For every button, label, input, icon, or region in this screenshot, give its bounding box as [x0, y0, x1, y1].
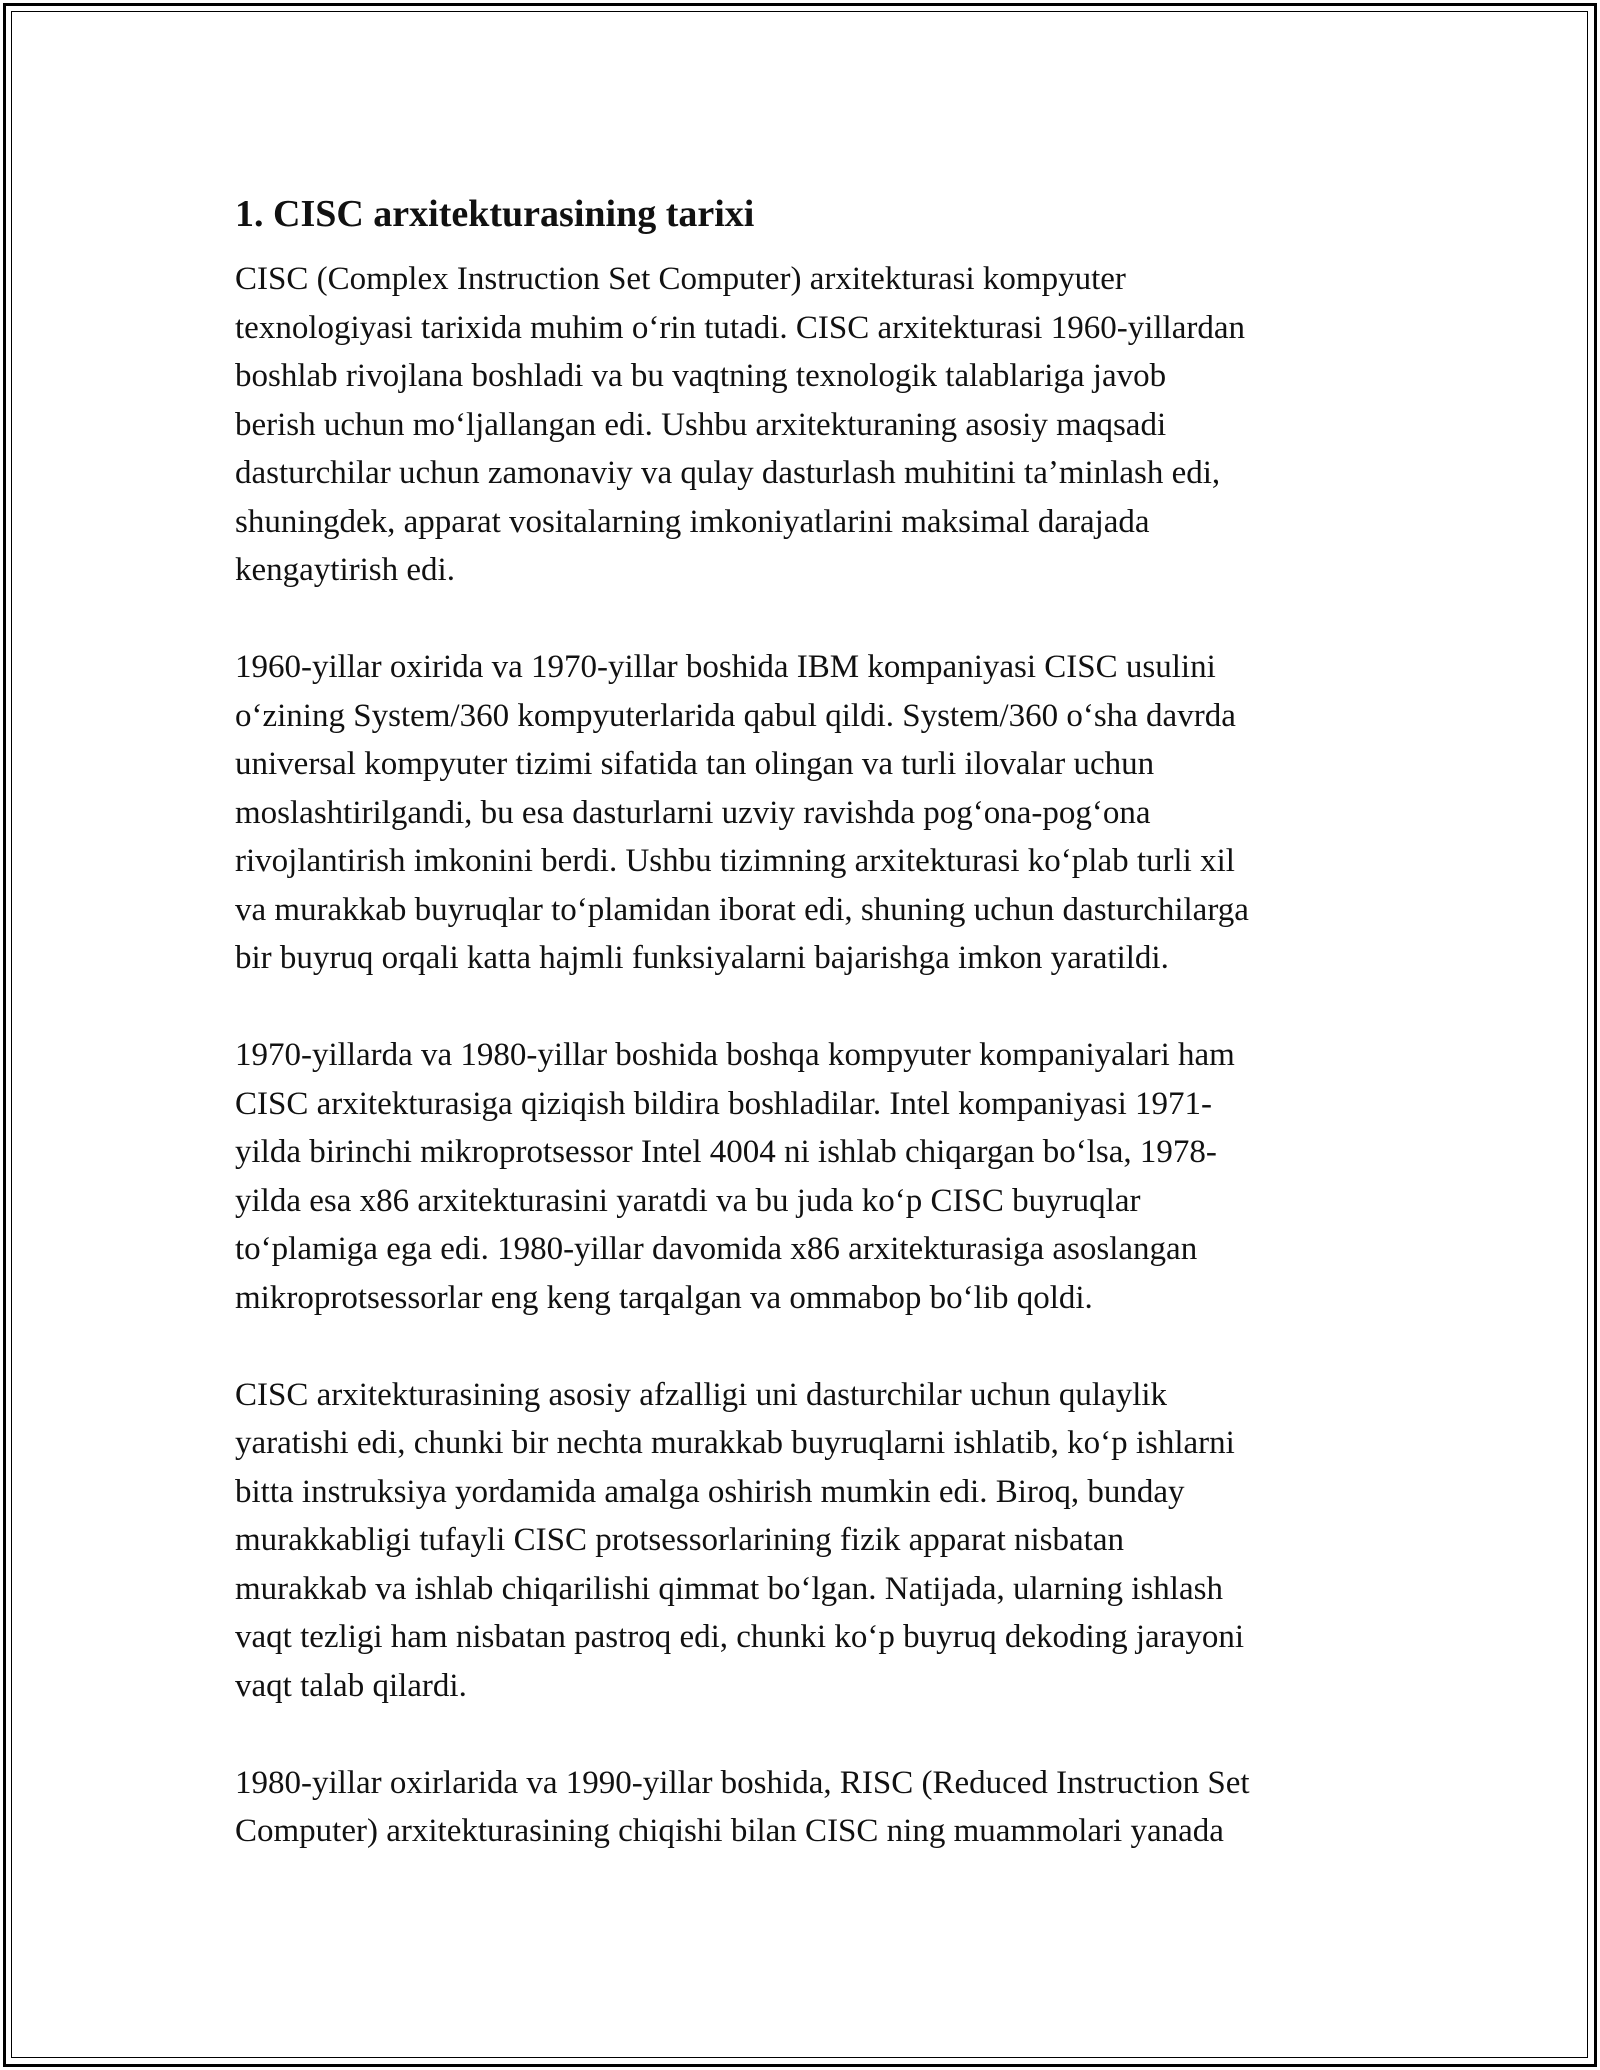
text-line: 1980-yillar oxirlarida va 1990-yillar boshida, RISC (Reduced Instruction Set	[235, 1764, 1250, 1801]
text-line: texnologiyasi tarixida muhim oʻrin tutadi. CISC arxitekturasi 1960-yillardan	[235, 309, 1245, 346]
text-line: 1960-yillar oxirida va 1970-yillar boshida IBM kompaniyasi CISC usulini	[235, 649, 1216, 685]
text-line: bitta instruksiya yordamida amalga oshirish mumkin edi. Biroq, bunday	[235, 1473, 1185, 1510]
text-line: vaqt talab qilardi.	[235, 1667, 467, 1704]
text-line: 1970-yillarda va 1980-yillar boshida boshqa kompyuter kompaniyalari ham	[235, 1037, 1235, 1073]
text-line: toʻplamiga ega edi. 1980-yillar davomida x86 arxitekturasiga asoslangan	[235, 1231, 1198, 1267]
text-line: Computer) arxitekturasining chiqishi bilan CISC ning muammolari yanada	[235, 1813, 1224, 1849]
text-line: berish uchun moʻljallangan edi. Ushbu arxitekturaning asosiy maqsadi	[235, 406, 1167, 443]
text-line: murakkab va ishlab chiqarilishi qimmat boʻlgan. Natijada, ularning ishlash	[235, 1570, 1223, 1607]
text-line: CISC arxitekturasiga qiziqish bildira boshladilar. Intel kompaniyasi 1971-	[235, 1085, 1212, 1122]
text-line: murakkabligi tufayli CISC protsessorlarining fizik apparat nisbatan	[235, 1522, 1124, 1558]
text-line: dasturchilar uchun zamonaviy va qulay dasturlash muhitini taʼminlash edi,	[235, 455, 1221, 491]
paragraph-intro	[235, 255, 1375, 595]
text-line: moslashtirilgandi, bu esa dasturlarni uzviy ravishda pogʻona-pogʻona	[235, 794, 1151, 831]
section-heading: 1. CISC arxitekturasining tarixi	[235, 193, 755, 235]
text-line: mikroprotsessorlar eng keng tarqalgan va ommabop boʻlib qoldi.	[235, 1279, 1093, 1316]
text-line: yilda esa x86 arxitekturasini yaratdi va bu juda koʻp CISC buyruqlar	[235, 1182, 1141, 1219]
text-line: oʻzining System/360 kompyuterlarida qabul qildi. System/360 oʻsha davrda	[235, 697, 1236, 734]
text-line: universal kompyuter tizimi sifatida tan olingan va turli ilovalar uchun	[235, 746, 1155, 782]
text-line: yaratishi edi, chunki bir nechta murakkab buyruqlarni ishlatib, koʻp ishlarni	[235, 1425, 1235, 1461]
text-line: yilda birinchi mikroprotsessor Intel 4004 ni ishlab chiqargan boʻlsa, 1978-	[235, 1134, 1217, 1170]
paragraph-intel-x86	[235, 1031, 1375, 1322]
paragraph-ibm-system360	[235, 643, 1375, 983]
text-line: boshlab rivojlana boshladi va bu vaqtning texnologik talablariga javob	[235, 358, 1167, 394]
text-line: CISC arxitekturasining asosiy afzalligi uni dasturchilar uchun qulaylik	[235, 1376, 1168, 1413]
text-line: va murakkab buyruqlar toʻplamidan iborat edi, shuning uchun dasturchilarga	[235, 891, 1249, 928]
paragraph-risc	[235, 1759, 1375, 1856]
paragraph-advantages	[235, 1371, 1375, 1711]
text-line: kengaytirish edi.	[235, 552, 455, 588]
text-line: CISC (Complex Instruction Set Computer) arxitekturasi kompyuter	[235, 261, 1126, 297]
text-line: shuningdek, apparat vositalarning imkoniyatlarini maksimal darajada	[235, 503, 1150, 540]
text-line: bir buyruq orqali katta hajmli funksiyalarni bajarishga imkon yaratildi.	[235, 940, 1169, 976]
text-line: rivojlantirish imkonini berdi. Ushbu tizimning arxitekturasi koʻplab turli xil	[235, 843, 1235, 879]
document-body	[235, 186, 1375, 1856]
text-line: vaqt tezligi ham nisbatan pastroq edi, chunki koʻp buyruq dekoding jarayoni	[235, 1619, 1245, 1655]
